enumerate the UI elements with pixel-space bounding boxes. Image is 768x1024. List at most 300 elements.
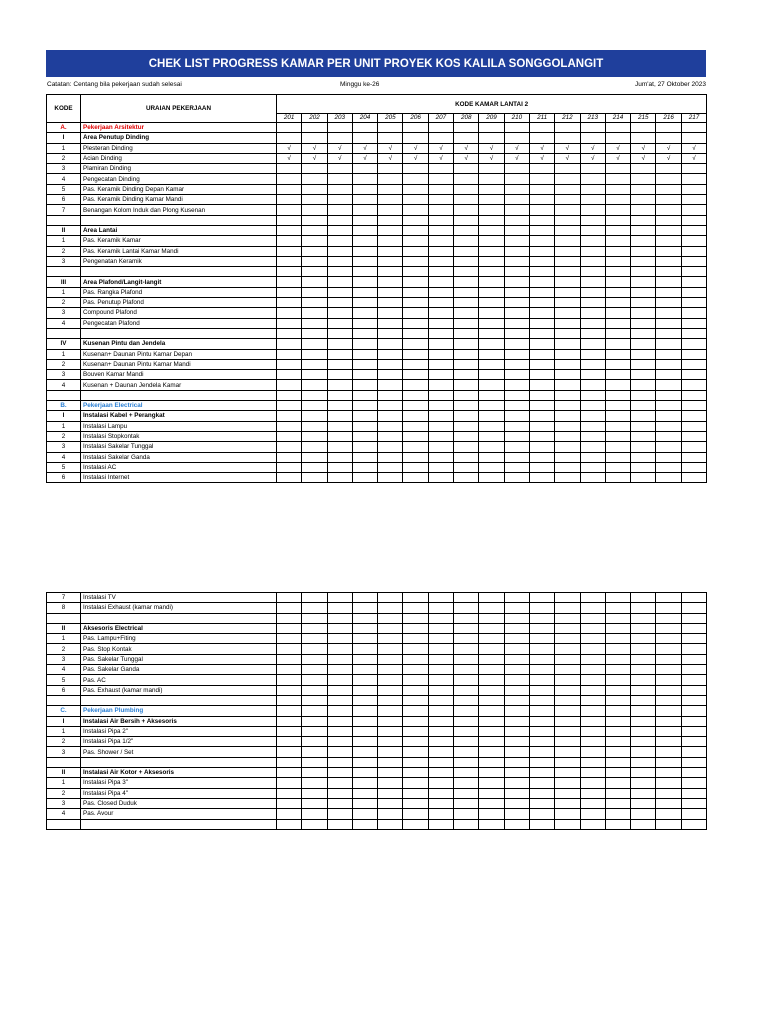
check-cell[interactable] — [605, 788, 630, 798]
check-cell[interactable] — [378, 328, 403, 338]
check-cell[interactable] — [580, 623, 605, 633]
check-cell[interactable] — [454, 644, 479, 654]
check-cell[interactable] — [631, 215, 656, 225]
check-cell[interactable] — [555, 675, 580, 685]
check-cell[interactable] — [656, 328, 681, 338]
check-cell[interactable] — [352, 788, 377, 798]
check-cell[interactable] — [454, 431, 479, 441]
check-cell[interactable] — [403, 431, 428, 441]
check-cell[interactable] — [656, 277, 681, 287]
check-cell[interactable] — [302, 737, 327, 747]
check-cell[interactable] — [605, 644, 630, 654]
check-cell[interactable] — [656, 205, 681, 215]
check-cell[interactable] — [302, 768, 327, 778]
check-cell[interactable] — [580, 184, 605, 194]
check-cell[interactable] — [479, 788, 504, 798]
check-cell[interactable] — [277, 225, 302, 235]
check-cell[interactable] — [656, 798, 681, 808]
check-cell[interactable] — [302, 308, 327, 318]
check-cell[interactable] — [352, 370, 377, 380]
check-cell[interactable] — [378, 819, 403, 829]
check-cell[interactable] — [529, 421, 554, 431]
check-cell[interactable] — [631, 788, 656, 798]
check-cell[interactable] — [580, 809, 605, 819]
check-cell[interactable] — [504, 706, 529, 716]
check-cell[interactable] — [403, 370, 428, 380]
check-cell[interactable] — [555, 349, 580, 359]
check-cell[interactable] — [327, 431, 352, 441]
check-cell[interactable] — [656, 195, 681, 205]
check-cell[interactable] — [454, 339, 479, 349]
check-cell[interactable]: √ — [327, 153, 352, 163]
check-cell[interactable] — [504, 442, 529, 452]
check-cell[interactable] — [681, 359, 706, 369]
check-cell[interactable] — [428, 737, 453, 747]
check-cell[interactable] — [277, 174, 302, 184]
check-cell[interactable]: √ — [631, 153, 656, 163]
check-cell[interactable] — [555, 298, 580, 308]
check-cell[interactable] — [555, 809, 580, 819]
check-cell[interactable] — [529, 716, 554, 726]
check-cell[interactable] — [656, 778, 681, 788]
check-cell[interactable] — [504, 205, 529, 215]
check-cell[interactable] — [656, 442, 681, 452]
check-cell[interactable] — [656, 225, 681, 235]
check-cell[interactable] — [352, 328, 377, 338]
check-cell[interactable] — [555, 287, 580, 297]
check-cell[interactable] — [302, 809, 327, 819]
check-cell[interactable] — [580, 685, 605, 695]
check-cell[interactable] — [428, 318, 453, 328]
check-cell[interactable] — [403, 123, 428, 133]
check-cell[interactable] — [605, 359, 630, 369]
check-cell[interactable] — [656, 788, 681, 798]
check-cell[interactable] — [403, 256, 428, 266]
check-cell[interactable] — [327, 737, 352, 747]
check-cell[interactable] — [378, 195, 403, 205]
check-cell[interactable] — [555, 603, 580, 613]
check-cell[interactable] — [605, 716, 630, 726]
check-cell[interactable] — [327, 380, 352, 390]
check-cell[interactable] — [504, 298, 529, 308]
check-cell[interactable]: √ — [555, 143, 580, 153]
check-cell[interactable] — [302, 411, 327, 421]
check-cell[interactable] — [681, 634, 706, 644]
check-cell[interactable] — [631, 287, 656, 297]
check-cell[interactable] — [428, 603, 453, 613]
check-cell[interactable] — [277, 675, 302, 685]
check-cell[interactable] — [555, 184, 580, 194]
check-cell[interactable] — [504, 215, 529, 225]
check-cell[interactable] — [378, 287, 403, 297]
check-cell[interactable] — [428, 298, 453, 308]
check-cell[interactable] — [454, 421, 479, 431]
check-cell[interactable] — [302, 205, 327, 215]
check-cell[interactable] — [580, 452, 605, 462]
check-cell[interactable] — [681, 370, 706, 380]
check-cell[interactable] — [479, 174, 504, 184]
check-cell[interactable] — [378, 236, 403, 246]
check-cell[interactable] — [605, 267, 630, 277]
check-cell[interactable] — [479, 778, 504, 788]
check-cell[interactable] — [504, 737, 529, 747]
check-cell[interactable] — [428, 757, 453, 767]
check-cell[interactable] — [378, 390, 403, 400]
check-cell[interactable] — [454, 390, 479, 400]
check-cell[interactable] — [428, 809, 453, 819]
check-cell[interactable] — [378, 205, 403, 215]
check-cell[interactable] — [378, 665, 403, 675]
check-cell[interactable] — [352, 665, 377, 675]
check-cell[interactable] — [479, 401, 504, 411]
check-cell[interactable] — [529, 225, 554, 235]
check-cell[interactable] — [529, 685, 554, 695]
check-cell[interactable] — [605, 287, 630, 297]
check-cell[interactable] — [378, 442, 403, 452]
check-cell[interactable] — [428, 613, 453, 623]
check-cell[interactable] — [656, 215, 681, 225]
check-cell[interactable]: √ — [681, 153, 706, 163]
check-cell[interactable] — [656, 339, 681, 349]
check-cell[interactable] — [352, 613, 377, 623]
check-cell[interactable] — [631, 644, 656, 654]
check-cell[interactable] — [656, 613, 681, 623]
check-cell[interactable] — [529, 133, 554, 143]
check-cell[interactable] — [327, 308, 352, 318]
check-cell[interactable] — [302, 685, 327, 695]
check-cell[interactable] — [681, 380, 706, 390]
check-cell[interactable] — [302, 593, 327, 603]
check-cell[interactable] — [631, 328, 656, 338]
check-cell[interactable] — [529, 706, 554, 716]
check-cell[interactable] — [378, 431, 403, 441]
check-cell[interactable] — [403, 225, 428, 235]
check-cell[interactable] — [428, 133, 453, 143]
check-cell[interactable] — [529, 593, 554, 603]
check-cell[interactable] — [352, 359, 377, 369]
check-cell[interactable] — [302, 339, 327, 349]
check-cell[interactable] — [403, 236, 428, 246]
check-cell[interactable] — [428, 593, 453, 603]
check-cell[interactable] — [454, 359, 479, 369]
check-cell[interactable] — [277, 215, 302, 225]
check-cell[interactable] — [479, 349, 504, 359]
check-cell[interactable] — [656, 819, 681, 829]
check-cell[interactable] — [529, 205, 554, 215]
check-cell[interactable] — [403, 390, 428, 400]
check-cell[interactable] — [504, 246, 529, 256]
check-cell[interactable] — [327, 421, 352, 431]
check-cell[interactable] — [327, 778, 352, 788]
check-cell[interactable]: √ — [605, 143, 630, 153]
check-cell[interactable] — [302, 603, 327, 613]
check-cell[interactable] — [352, 164, 377, 174]
check-cell[interactable] — [656, 267, 681, 277]
check-cell[interactable] — [277, 695, 302, 705]
check-cell[interactable] — [529, 819, 554, 829]
check-cell[interactable] — [403, 665, 428, 675]
check-cell[interactable] — [428, 164, 453, 174]
check-cell[interactable] — [555, 215, 580, 225]
check-cell[interactable] — [352, 634, 377, 644]
check-cell[interactable] — [656, 256, 681, 266]
check-cell[interactable] — [302, 328, 327, 338]
check-cell[interactable] — [327, 757, 352, 767]
check-cell[interactable] — [378, 267, 403, 277]
check-cell[interactable] — [681, 757, 706, 767]
check-cell[interactable] — [378, 277, 403, 287]
check-cell[interactable] — [555, 778, 580, 788]
check-cell[interactable] — [327, 452, 352, 462]
check-cell[interactable] — [403, 215, 428, 225]
check-cell[interactable] — [555, 236, 580, 246]
check-cell[interactable] — [605, 603, 630, 613]
check-cell[interactable] — [580, 267, 605, 277]
check-cell[interactable] — [428, 411, 453, 421]
check-cell[interactable] — [277, 401, 302, 411]
check-cell[interactable] — [504, 267, 529, 277]
check-cell[interactable] — [631, 308, 656, 318]
check-cell[interactable] — [428, 236, 453, 246]
check-cell[interactable] — [352, 603, 377, 613]
check-cell[interactable] — [605, 706, 630, 716]
check-cell[interactable] — [327, 215, 352, 225]
check-cell[interactable] — [555, 798, 580, 808]
check-cell[interactable] — [529, 123, 554, 133]
check-cell[interactable] — [327, 246, 352, 256]
check-cell[interactable] — [277, 442, 302, 452]
check-cell[interactable] — [302, 706, 327, 716]
check-cell[interactable] — [479, 452, 504, 462]
check-cell[interactable] — [302, 473, 327, 483]
check-cell[interactable] — [681, 205, 706, 215]
check-cell[interactable] — [428, 215, 453, 225]
check-cell[interactable] — [479, 256, 504, 266]
check-cell[interactable] — [378, 380, 403, 390]
check-cell[interactable] — [454, 123, 479, 133]
check-cell[interactable] — [277, 819, 302, 829]
check-cell[interactable] — [681, 390, 706, 400]
check-cell[interactable] — [327, 349, 352, 359]
check-cell[interactable] — [302, 318, 327, 328]
check-cell[interactable] — [277, 380, 302, 390]
check-cell[interactable]: √ — [555, 153, 580, 163]
check-cell[interactable] — [580, 757, 605, 767]
check-cell[interactable] — [605, 613, 630, 623]
check-cell[interactable] — [378, 716, 403, 726]
check-cell[interactable] — [378, 411, 403, 421]
check-cell[interactable] — [479, 184, 504, 194]
check-cell[interactable] — [656, 298, 681, 308]
check-cell[interactable] — [403, 613, 428, 623]
check-cell[interactable] — [631, 133, 656, 143]
check-cell[interactable] — [605, 431, 630, 441]
check-cell[interactable] — [277, 133, 302, 143]
check-cell[interactable] — [681, 267, 706, 277]
check-cell[interactable] — [403, 819, 428, 829]
check-cell[interactable] — [504, 695, 529, 705]
check-cell[interactable] — [277, 737, 302, 747]
check-cell[interactable] — [378, 695, 403, 705]
check-cell[interactable] — [454, 174, 479, 184]
check-cell[interactable] — [504, 349, 529, 359]
check-cell[interactable] — [327, 768, 352, 778]
check-cell[interactable] — [681, 308, 706, 318]
check-cell[interactable] — [631, 349, 656, 359]
check-cell[interactable] — [631, 359, 656, 369]
check-cell[interactable] — [656, 593, 681, 603]
check-cell[interactable] — [327, 695, 352, 705]
check-cell[interactable] — [605, 685, 630, 695]
check-cell[interactable] — [555, 246, 580, 256]
check-cell[interactable] — [504, 665, 529, 675]
check-cell[interactable] — [428, 634, 453, 644]
check-cell[interactable] — [580, 215, 605, 225]
check-cell[interactable] — [479, 613, 504, 623]
check-cell[interactable] — [352, 236, 377, 246]
check-cell[interactable] — [327, 411, 352, 421]
check-cell[interactable] — [327, 256, 352, 266]
check-cell[interactable]: √ — [479, 153, 504, 163]
check-cell[interactable] — [327, 277, 352, 287]
check-cell[interactable] — [378, 768, 403, 778]
check-cell[interactable] — [555, 442, 580, 452]
check-cell[interactable] — [580, 411, 605, 421]
check-cell[interactable]: √ — [631, 143, 656, 153]
check-cell[interactable] — [277, 768, 302, 778]
check-cell[interactable] — [580, 287, 605, 297]
check-cell[interactable] — [378, 164, 403, 174]
check-cell[interactable] — [454, 308, 479, 318]
check-cell[interactable] — [631, 277, 656, 287]
check-cell[interactable] — [504, 236, 529, 246]
check-cell[interactable] — [479, 133, 504, 143]
check-cell[interactable] — [631, 685, 656, 695]
check-cell[interactable] — [479, 462, 504, 472]
check-cell[interactable] — [580, 768, 605, 778]
check-cell[interactable] — [327, 236, 352, 246]
check-cell[interactable] — [656, 462, 681, 472]
check-cell[interactable] — [428, 246, 453, 256]
check-cell[interactable] — [352, 287, 377, 297]
check-cell[interactable] — [479, 809, 504, 819]
check-cell[interactable] — [555, 390, 580, 400]
check-cell[interactable] — [454, 236, 479, 246]
check-cell[interactable] — [555, 665, 580, 675]
check-cell[interactable] — [352, 685, 377, 695]
check-cell[interactable] — [580, 123, 605, 133]
check-cell[interactable] — [504, 473, 529, 483]
check-cell[interactable] — [403, 401, 428, 411]
check-cell[interactable] — [403, 462, 428, 472]
check-cell[interactable] — [454, 380, 479, 390]
check-cell[interactable] — [631, 123, 656, 133]
check-cell[interactable] — [277, 349, 302, 359]
check-cell[interactable] — [580, 726, 605, 736]
check-cell[interactable] — [428, 654, 453, 664]
check-cell[interactable] — [378, 778, 403, 788]
check-cell[interactable] — [277, 431, 302, 441]
check-cell[interactable] — [302, 277, 327, 287]
check-cell[interactable] — [428, 370, 453, 380]
check-cell[interactable] — [631, 256, 656, 266]
check-cell[interactable] — [631, 737, 656, 747]
check-cell[interactable] — [529, 267, 554, 277]
check-cell[interactable] — [605, 462, 630, 472]
check-cell[interactable] — [403, 798, 428, 808]
check-cell[interactable] — [605, 757, 630, 767]
check-cell[interactable] — [403, 716, 428, 726]
check-cell[interactable] — [352, 747, 377, 757]
check-cell[interactable] — [555, 685, 580, 695]
check-cell[interactable] — [403, 308, 428, 318]
check-cell[interactable] — [656, 308, 681, 318]
check-cell[interactable] — [277, 308, 302, 318]
check-cell[interactable] — [277, 277, 302, 287]
check-cell[interactable] — [681, 613, 706, 623]
check-cell[interactable] — [580, 225, 605, 235]
check-cell[interactable] — [504, 184, 529, 194]
check-cell[interactable] — [378, 133, 403, 143]
check-cell[interactable] — [479, 318, 504, 328]
check-cell[interactable] — [277, 778, 302, 788]
check-cell[interactable] — [403, 685, 428, 695]
check-cell[interactable] — [504, 421, 529, 431]
check-cell[interactable] — [352, 133, 377, 143]
check-cell[interactable] — [302, 747, 327, 757]
check-cell[interactable] — [681, 133, 706, 143]
check-cell[interactable] — [327, 634, 352, 644]
check-cell[interactable] — [428, 778, 453, 788]
check-cell[interactable] — [580, 665, 605, 675]
check-cell[interactable] — [555, 359, 580, 369]
check-cell[interactable] — [555, 462, 580, 472]
check-cell[interactable] — [479, 277, 504, 287]
check-cell[interactable] — [454, 809, 479, 819]
check-cell[interactable]: √ — [378, 153, 403, 163]
check-cell[interactable] — [529, 726, 554, 736]
check-cell[interactable] — [681, 287, 706, 297]
check-cell[interactable] — [504, 747, 529, 757]
check-cell[interactable] — [529, 256, 554, 266]
check-cell[interactable] — [277, 287, 302, 297]
check-cell[interactable] — [681, 195, 706, 205]
check-cell[interactable] — [302, 195, 327, 205]
check-cell[interactable] — [428, 644, 453, 654]
check-cell[interactable] — [403, 654, 428, 664]
check-cell[interactable] — [327, 675, 352, 685]
check-cell[interactable] — [327, 726, 352, 736]
check-cell[interactable] — [656, 737, 681, 747]
check-cell[interactable] — [403, 421, 428, 431]
check-cell[interactable] — [681, 685, 706, 695]
check-cell[interactable] — [479, 623, 504, 633]
check-cell[interactable] — [327, 390, 352, 400]
check-cell[interactable] — [302, 421, 327, 431]
check-cell[interactable] — [631, 623, 656, 633]
check-cell[interactable] — [302, 370, 327, 380]
check-cell[interactable] — [504, 328, 529, 338]
check-cell[interactable] — [277, 298, 302, 308]
check-cell[interactable] — [302, 431, 327, 441]
check-cell[interactable] — [555, 706, 580, 716]
check-cell[interactable] — [529, 644, 554, 654]
check-cell[interactable] — [529, 246, 554, 256]
check-cell[interactable] — [631, 768, 656, 778]
check-cell[interactable] — [681, 644, 706, 654]
check-cell[interactable] — [631, 370, 656, 380]
check-cell[interactable] — [327, 665, 352, 675]
